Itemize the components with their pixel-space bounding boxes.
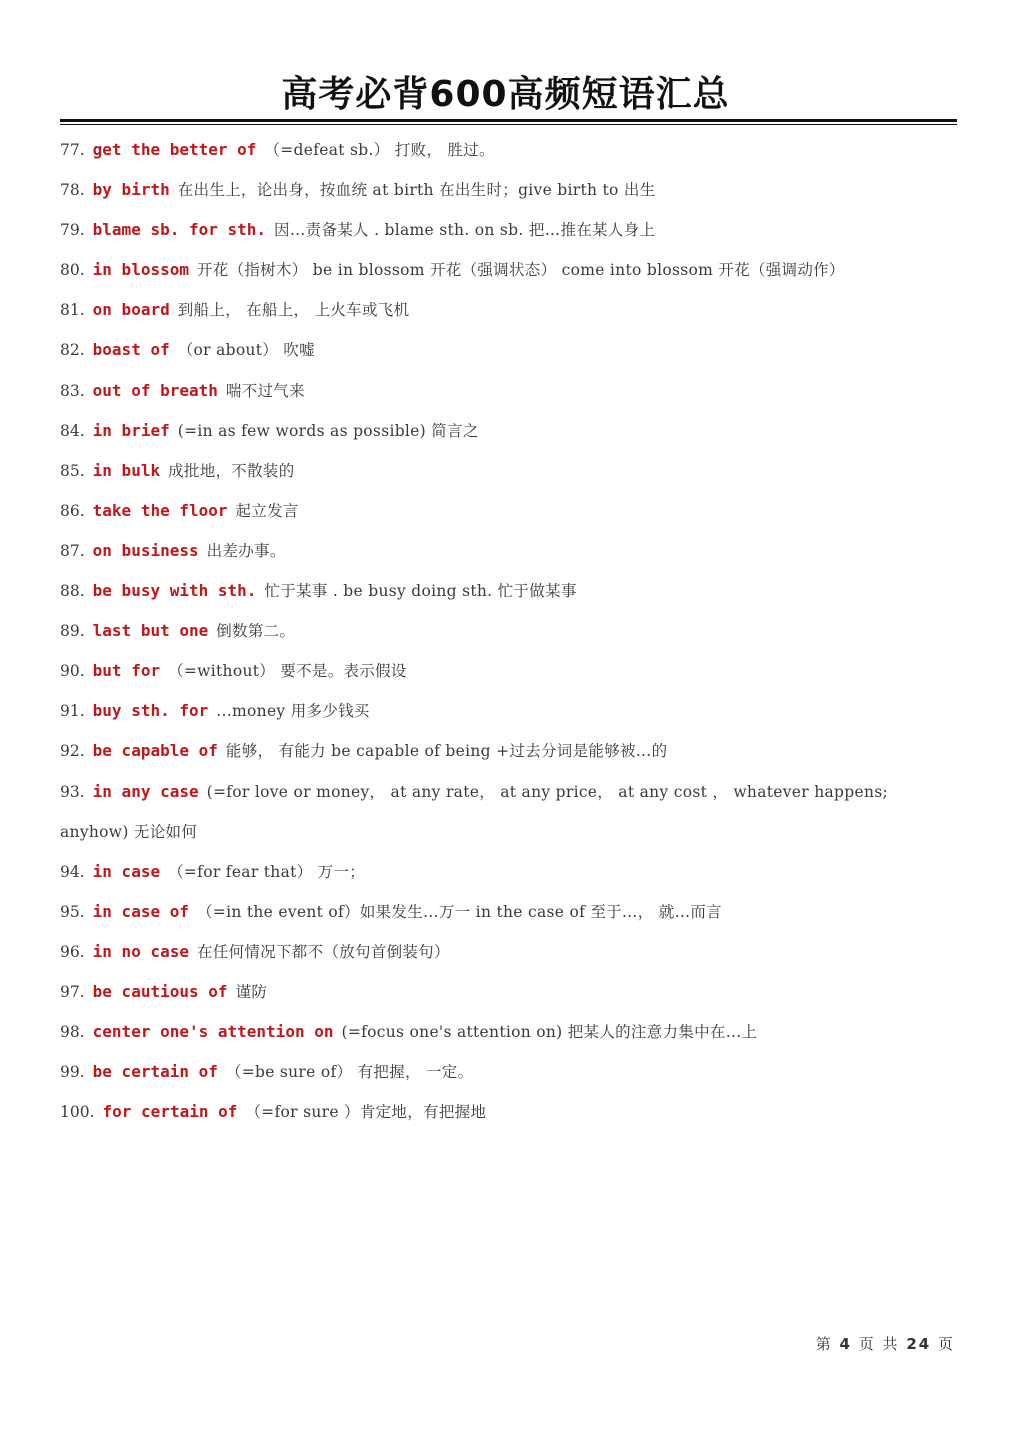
entry-phrase: on business (92, 540, 199, 560)
entry-description: (=for love or money， at any rate， at any price， at any cost ， whatever happens; (206, 782, 889, 801)
entry-description: 能够， 有能力 be capable of being +过去分词是能够被…的 (225, 742, 668, 761)
total-page-count: 24 (906, 1335, 932, 1353)
entry-phrase: in case of (92, 901, 189, 921)
entry-phrase: in any case (92, 781, 199, 801)
list-item (60, 892, 957, 932)
entry-description: 忙于某事 . be busy doing sth. 忙于做某事 (264, 582, 577, 601)
entry-number: 95. (60, 902, 85, 921)
entry-phrase: boast of (92, 340, 170, 360)
list-item (60, 731, 957, 771)
list-item (60, 330, 957, 370)
entry-number: 77. (60, 141, 85, 159)
entry-phrase: in blossom (92, 260, 189, 280)
entry-description: 谨防 (235, 982, 268, 1001)
entry-description: 在出生上，论出身，按血统 at birth 在出生时；give birth to 出生 (177, 181, 656, 200)
list-item (60, 571, 957, 611)
entry-description: （=in the event of）如果发生…万一 in the case of 至于…， 就…而言 (196, 902, 722, 921)
list-item (60, 451, 957, 491)
entry-phrase: out of breath (92, 380, 218, 400)
entry-phrase: on board (92, 300, 170, 320)
entry-description: 开花（指树木） be in blossom 开花（强调状态） come into blossom 开花（强调动作） (196, 261, 845, 280)
entry-phrase: blame sb. for sth. (92, 220, 267, 240)
entry-phrase: be capable of (92, 741, 218, 761)
entry-number: 86. (60, 501, 85, 520)
list-item (60, 130, 957, 170)
list-item (60, 651, 957, 691)
entry-number: 88. (60, 582, 85, 601)
entry-description: (=in as few words as possible) 简言之 (177, 421, 479, 440)
entry-number: 93. (60, 782, 85, 801)
entry-phrase: last but one (92, 621, 209, 641)
entry-phrase: center one's attention on (92, 1022, 334, 1042)
entry-phrase: but for (92, 661, 161, 681)
list-item (60, 531, 957, 571)
entry-description: 出差办事。 (206, 541, 286, 560)
entry-number: 97. (60, 982, 85, 1001)
list-item (60, 170, 957, 210)
entry-phrase: get the better of (92, 140, 257, 159)
footer-prefix: 第 (815, 1335, 833, 1353)
entry-number: 87. (60, 541, 85, 560)
list-item (60, 611, 957, 651)
page-title: 高考必背600高频短语汇总 (281, 74, 730, 115)
list-item (60, 972, 957, 1012)
entry-number: 83. (60, 381, 85, 400)
entry-phrase: in bulk (92, 460, 161, 480)
entry-number: 85. (60, 461, 85, 480)
entry-number: 96. (60, 942, 85, 961)
entry-phrase: by birth (92, 180, 170, 200)
entry-number: 90. (60, 662, 85, 681)
entry-number: 84. (60, 421, 85, 440)
entry-phrase: for certain of (102, 1102, 238, 1122)
list-item (60, 250, 957, 290)
entry-number: 79. (60, 221, 85, 240)
entry-description: …money 用多少钱买 (216, 702, 370, 721)
entry-number: 82. (60, 341, 85, 360)
list-item (60, 411, 957, 451)
list-item (60, 932, 957, 972)
list-item (60, 852, 957, 892)
list-item (60, 210, 957, 250)
entry-description: （=for fear that） 万一； (168, 862, 366, 881)
list-item (60, 1052, 957, 1092)
list-item (60, 491, 957, 531)
entry-description: (=focus one's attention on) 把某人的注意力集中在…上 (341, 1023, 758, 1042)
entry-number: 80. (60, 261, 85, 280)
entry-number: 99. (60, 1063, 85, 1082)
entry-number: 91. (60, 702, 85, 721)
entry-number: 94. (60, 862, 85, 881)
entry-phrase: in brief (92, 420, 170, 440)
entry-description: anyhow) 无论如何 (60, 822, 198, 841)
entry-description: （=for sure ）肯定地，有把握地 (245, 1103, 487, 1122)
list-item (60, 371, 957, 411)
current-page-number: 4 (839, 1335, 852, 1353)
entry-phrase: be certain of (92, 1062, 218, 1082)
list-item (60, 772, 957, 812)
list-item-continuation (60, 812, 957, 852)
footer-suffix: 页 (937, 1335, 955, 1353)
entry-phrase: be cautious of (92, 981, 228, 1001)
entry-phrase: take the floor (92, 500, 228, 520)
list-item (60, 691, 957, 731)
entry-number: 92. (60, 742, 85, 761)
entry-description: 成批地，不散装的 (168, 461, 295, 480)
entry-number: 81. (60, 301, 85, 320)
entry-phrase: be busy with sth. (92, 581, 257, 601)
entry-number: 98. (60, 1023, 85, 1042)
entry-number: 100. (60, 1103, 95, 1122)
entry-phrase: in case (92, 861, 161, 881)
entry-description: 到船上， 在船上， 上火车或飞机 (177, 301, 410, 320)
entry-phrase: buy sth. for (92, 701, 209, 721)
entry-description: 倒数第二。 (216, 622, 296, 641)
phrase-list (60, 130, 957, 1132)
entry-description: （or about） 吹嘘 (177, 341, 315, 360)
entry-phrase: in no case (92, 941, 189, 961)
entry-description: 喘不过气来 (225, 381, 305, 400)
list-item (60, 1092, 957, 1132)
list-item (60, 290, 957, 330)
entry-number: 89. (60, 622, 85, 641)
title-divider-thick (60, 119, 957, 122)
entry-description: 起立发言 (235, 501, 299, 520)
entry-description: （=defeat sb.） 打败， 胜过。 (264, 141, 495, 159)
list-item (60, 1012, 957, 1052)
footer-middle: 页 共 (858, 1335, 900, 1353)
page-number-footer (816, 1333, 955, 1354)
entry-description: （=be sure of） 有把握， 一定。 (225, 1063, 474, 1082)
entry-description: 在任何情况下都不（放句首倒装句） (196, 942, 450, 961)
entry-description: （=without） 要不是。表示假设 (168, 662, 407, 681)
entry-number: 78. (60, 181, 85, 200)
entry-description: 因…责备某人 . blame sth. on sb. 把…推在某人身上 (274, 221, 656, 240)
title-divider-thin (60, 124, 957, 125)
